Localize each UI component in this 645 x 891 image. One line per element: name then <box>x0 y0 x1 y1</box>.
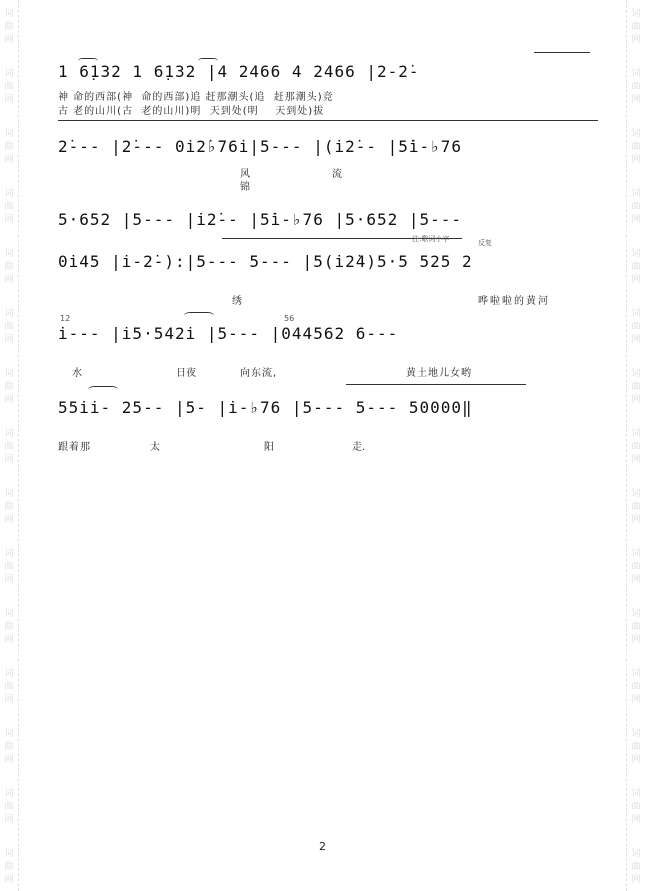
system-1-notes: 1 6̣132 1 6̣132 |4 2466 4 2466 |2-2̇- <box>58 62 420 81</box>
annotation-repeat: 反复 <box>478 239 492 247</box>
watermark-text: 词 曲 网 <box>631 309 641 345</box>
grace-note-marker: 12 <box>60 314 71 323</box>
tie-line <box>58 120 598 121</box>
watermark-text: 词 曲 网 <box>631 369 641 405</box>
watermark-text: 词 曲 网 <box>631 429 641 465</box>
system-5-lyric-xiangdongliu: 向东流, <box>240 368 278 379</box>
watermark-text: 词 曲 网 <box>631 129 641 165</box>
system-6-lyric-tai: 太 <box>150 442 160 453</box>
watermark-text: 词 曲 网 <box>4 849 14 885</box>
slur <box>184 312 214 319</box>
watermark-text: 词 曲 网 <box>4 129 14 165</box>
system-5-lyric-huangtudi: 黄土地儿女哟 <box>406 368 472 379</box>
watermark-text: 词 曲 网 <box>631 69 641 105</box>
annotation-small-text: 注:歌词小字 <box>412 235 450 243</box>
watermark-text: 词 曲 网 <box>4 249 14 285</box>
watermark-text: 词 曲 网 <box>4 789 14 825</box>
system-5-lyric-riye: 日夜 <box>176 368 196 379</box>
slur <box>88 386 118 393</box>
system-4-lyric-xiu: 绣 <box>232 296 242 307</box>
watermark-text: 词 曲 网 <box>631 789 641 825</box>
system-4-lyric-huangs: 哗啦啦的黄河 <box>478 296 550 307</box>
watermark-text: 词 曲 网 <box>4 729 14 765</box>
system-2-notes: 2̇--- |2̇--- 0i̇2̇♭76i̇|5--- |(i̇2̇-- |5̇i̇-♭76 <box>58 137 463 156</box>
watermark-text: 词 曲 网 <box>631 249 641 285</box>
grace-note-marker: 56 <box>284 314 295 323</box>
system-6-lyric-yang: 阳 <box>264 442 274 453</box>
system-6-lyric-genzhena: 跟着那 <box>58 442 91 453</box>
system-1-lyrics-verse-1: 神 命的西部(神 命的西部)追 赶那潮头(追 赶那潮头)竞 <box>58 92 334 103</box>
system-3-notes: 5·652 |5--- |i̇2̇-- |5̇i̇-♭76 |5·652 |5--- <box>58 210 463 229</box>
page-number: 2 <box>319 840 326 853</box>
watermark-text: 词 曲 网 <box>631 609 641 645</box>
watermark-text: 词 曲 网 <box>4 69 14 105</box>
watermark-text: 词 曲 网 <box>4 189 14 225</box>
system-2-lyric-feng: 风 <box>240 169 250 180</box>
watermark-text: 词 曲 网 <box>631 549 641 585</box>
watermark-text: 词 曲 网 <box>631 9 641 45</box>
watermark-text: 词 曲 网 <box>4 429 14 465</box>
watermark-text: 词 曲 网 <box>631 489 641 525</box>
watermark-text: 词 曲 网 <box>631 189 641 225</box>
watermark-text: 词 曲 网 <box>4 669 14 705</box>
watermark-text: 词 曲 网 <box>631 669 641 705</box>
system-1-lyrics-verse-2: 古 老的山川(古 老的山川)明 天到处(明 天到处)拔 <box>58 106 325 117</box>
watermark-text: 词 曲 网 <box>4 369 14 405</box>
system-2-lyric-jin: 锦 <box>240 182 250 193</box>
system-2-lyric-liu: 流 <box>332 169 342 180</box>
watermark-text: 词 曲 网 <box>631 729 641 765</box>
watermark-text: 词 曲 网 <box>4 549 14 585</box>
watermark-text: 词 曲 网 <box>4 9 14 45</box>
watermark-text: 词 曲 网 <box>4 609 14 645</box>
watermark-text: 词 曲 网 <box>4 489 14 525</box>
watermark-text: 词 曲 网 <box>4 309 14 345</box>
system-5-notes: i̇--- |i̇5·542i̇ |5--- |044562 6--- <box>58 324 399 343</box>
system-6-notes: 55i̇i̇- 25-- |5- |i̇-♭76 |5--- 5--- 50000‖ <box>58 398 473 417</box>
tie-line <box>534 52 590 53</box>
system-6-lyric-zou: 走. <box>352 442 366 453</box>
system-5-lyric-shui: 水 <box>72 368 82 379</box>
system-4-notes: 0i̇45 |i̇-2̇-):|5--- 5--- |5(i̇2̇4)5·5 525 2 <box>58 252 473 271</box>
tie-line <box>346 384 526 385</box>
watermark-text: 词 曲 网 <box>631 849 641 885</box>
